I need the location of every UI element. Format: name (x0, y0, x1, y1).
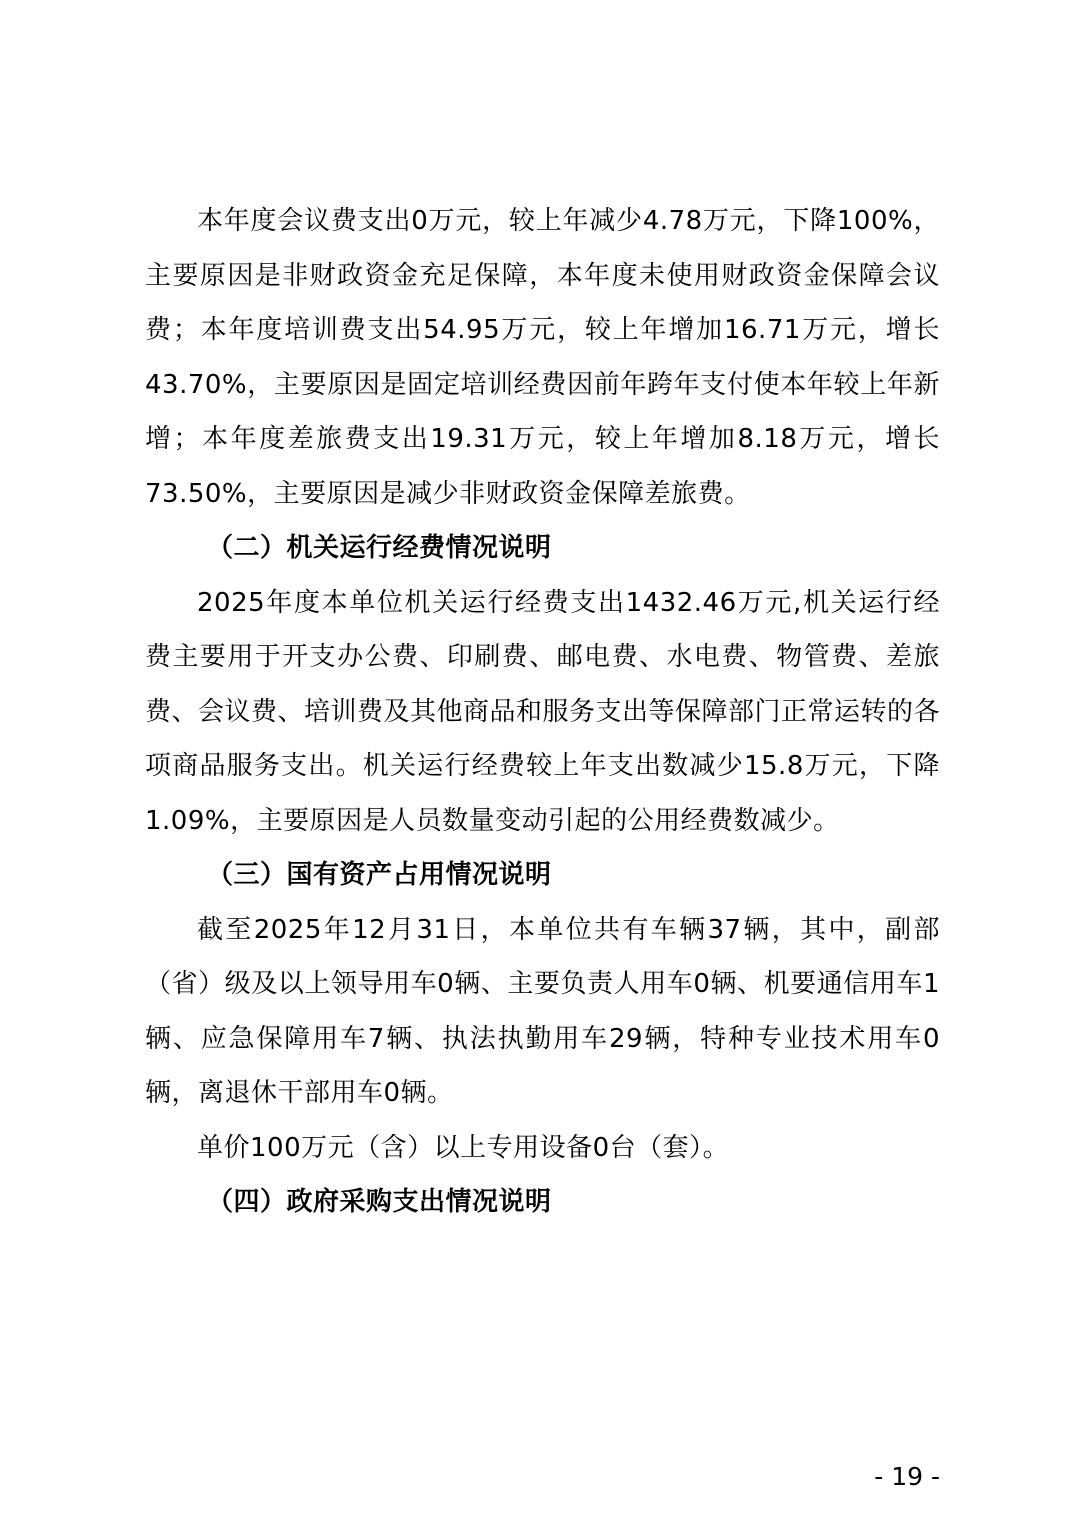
paragraph-vehicles: 截至2025年12月31日，本单位共有车辆37辆，其中，副部（省）级及以上领导用车0辆、主要负责人用车0辆、机要通信用车1辆、应急保障用车7辆、执法执勤用车29辆，特种专业技术用车0辆，离退休干部用车0辆。 (145, 914, 940, 1108)
page-number: - 19 - (874, 1462, 940, 1491)
document-body (145, 194, 940, 1230)
paragraph-special-equipment: 单价100万元（含）以上专用设备0台（套）。 (197, 1132, 730, 1163)
paragraph-operating-expenses: 2025年度本单位机关运行经费支出1432.46万元,机关运行经费主要用于开支办公费、印刷费、邮电费、水电费、物管费、差旅费、会议费、培训费及其他商品和服务支出等保障部门正常运转的各项商品服务支出。机关运行经费较上年支出数减少15.8万元，下降1.09%，主要原因是人员数量变动引起的公用经费数减少。 (145, 587, 941, 836)
section-heading-state-assets: （三）国有资产占用情况说明 (207, 860, 552, 890)
section-heading-operating-expenses: （二）机关运行经费情况说明 (207, 533, 552, 563)
paragraph-meeting-training-travel-expenses: 本年度会议费支出0万元，较上年减少4.78万元，下降100%，主要原因是非财政资金充足保障，本年度未使用财政资金保障会议费；本年度培训费支出54.95万元，较上年增加16.71万元，增长43.70%，主要原因是固定培训经费因前年跨年支付使本年较上年新增；本年度差旅费支出19.31万元，较上年增加8.18万元，增长73.50%，主要原因是减少非财政资金保障差旅费。 (145, 206, 940, 509)
section-heading-government-procurement: （四）政府采购支出情况说明 (207, 1187, 552, 1217)
